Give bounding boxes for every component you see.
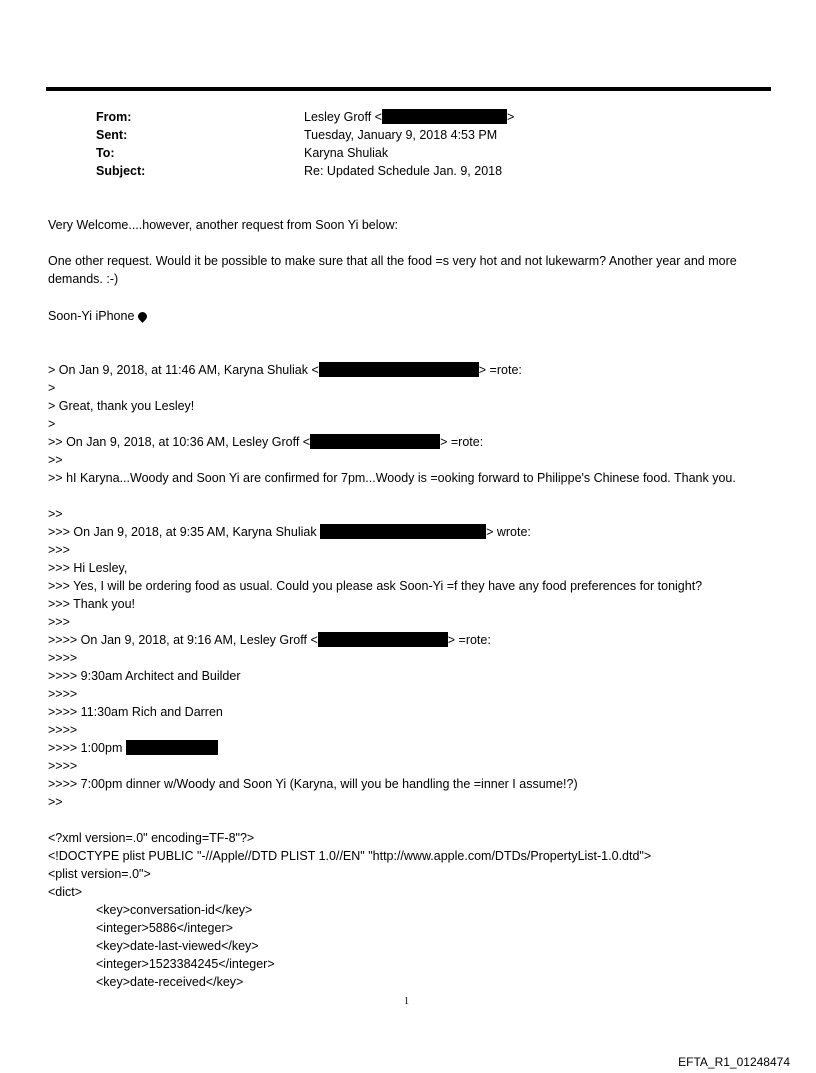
xml-line: <plist version=.0"> <box>48 867 151 881</box>
redaction-box <box>320 524 486 539</box>
quote-line: >>> Yes, I will be ordering food as usual. Could you please ask Soon-Yi =f they have any food preferences for tonight? <box>48 579 703 593</box>
quote-line: >>>> On Jan 9, 2018, at 9:16 AM, Lesley Groff < > =rote: <box>48 633 491 647</box>
redaction-box <box>310 434 440 449</box>
xml-line: <key>conversation-id</key> <box>96 903 253 917</box>
xml-line: <integer>5886</integer> <box>96 921 233 935</box>
sent-label: Sent: <box>96 128 128 142</box>
to-value: Karyna Shuliak <box>304 146 389 160</box>
body-paragraph-2: One other request. Would it be possible to make sure that all the food =s very hot and not lukewarm? Another year and more demands. :-) <box>48 254 737 286</box>
location-pin-icon <box>137 310 150 323</box>
quote-line: > On Jan 9, 2018, at 11:46 AM, Karyna Shuliak < > =rote: <box>48 363 522 377</box>
sent-value: Tuesday, January 9, 2018 4:53 PM <box>304 128 498 142</box>
bates-number: EFTA_R1_01248474 <box>678 1055 790 1069</box>
quote-line: >>> Thank you! <box>48 597 135 611</box>
quote-line: >>>> <box>48 687 78 701</box>
quote-line: >>>> 11:30am Rich and Darren <box>48 705 223 719</box>
redaction-box <box>319 362 479 377</box>
page-number: 1 <box>404 996 409 1007</box>
redaction-box <box>126 740 218 755</box>
quote-line: >>>> <box>48 723 78 737</box>
redaction-box <box>382 109 507 124</box>
quote-line: >> <box>48 507 63 521</box>
xml-line: <!DOCTYPE plist PUBLIC "-//Apple//DTD PLIST 1.0//EN" "http://www.apple.com/DTDs/PropertyList-1.0.dtd"> <box>48 849 652 863</box>
quote-line: >>>> <box>48 651 78 665</box>
quote-line: >>> <box>48 543 70 557</box>
quote-line: >> <box>48 795 63 809</box>
subject-value: Re: Updated Schedule Jan. 9, 2018 <box>304 164 503 178</box>
from-value: Lesley Groff < > <box>304 110 515 124</box>
xml-line: <integer>1523384245</integer> <box>96 957 275 971</box>
from-label: From: <box>96 110 132 124</box>
quote-line: >>> Hi Lesley, <box>48 561 128 575</box>
quote-line: > <box>48 381 56 395</box>
quote-line: > Great, thank you Lesley! <box>48 399 195 413</box>
quote-line: >> On Jan 9, 2018, at 10:36 AM, Lesley Groff < > =rote: <box>48 435 484 449</box>
quote-line: >>> <box>48 615 70 629</box>
quote-line: >> hI Karyna...Woody and Soon Yi are confirmed for 7pm...Woody is =ooking forward to Philippe's Chinese food. Thank you. <box>48 471 736 485</box>
quote-line: > <box>48 417 56 431</box>
quote-line: >>>> 1:00pm <box>48 739 218 757</box>
quote-line: >>>> <box>48 759 78 773</box>
quote-line: >>>> 7:00pm dinner w/Woody and Soon Yi (Karyna, will you be handling the =inner I assume!?) <box>48 777 578 791</box>
xml-line: <key>date-last-viewed</key> <box>96 939 259 953</box>
to-label: To: <box>96 146 115 160</box>
xml-line: <?xml version=.0" encoding=TF-8"?> <box>48 831 255 845</box>
xml-line: <key>date-received</key> <box>96 975 244 989</box>
xml-line: <dict> <box>48 885 83 899</box>
signature: Soon-Yi iPhone <box>48 307 147 325</box>
redaction-box <box>318 632 448 647</box>
body-paragraph-1: Very Welcome....however, another request from Soon Yi below: <box>48 218 398 232</box>
header-rule <box>46 87 771 91</box>
subject-label: Subject: <box>96 164 146 178</box>
quote-line: >>>> 9:30am Architect and Builder <box>48 669 241 683</box>
quote-line: >> <box>48 453 63 467</box>
quote-line: >>> On Jan 9, 2018, at 9:35 AM, Karyna Shuliak > wrote: <box>48 525 531 539</box>
